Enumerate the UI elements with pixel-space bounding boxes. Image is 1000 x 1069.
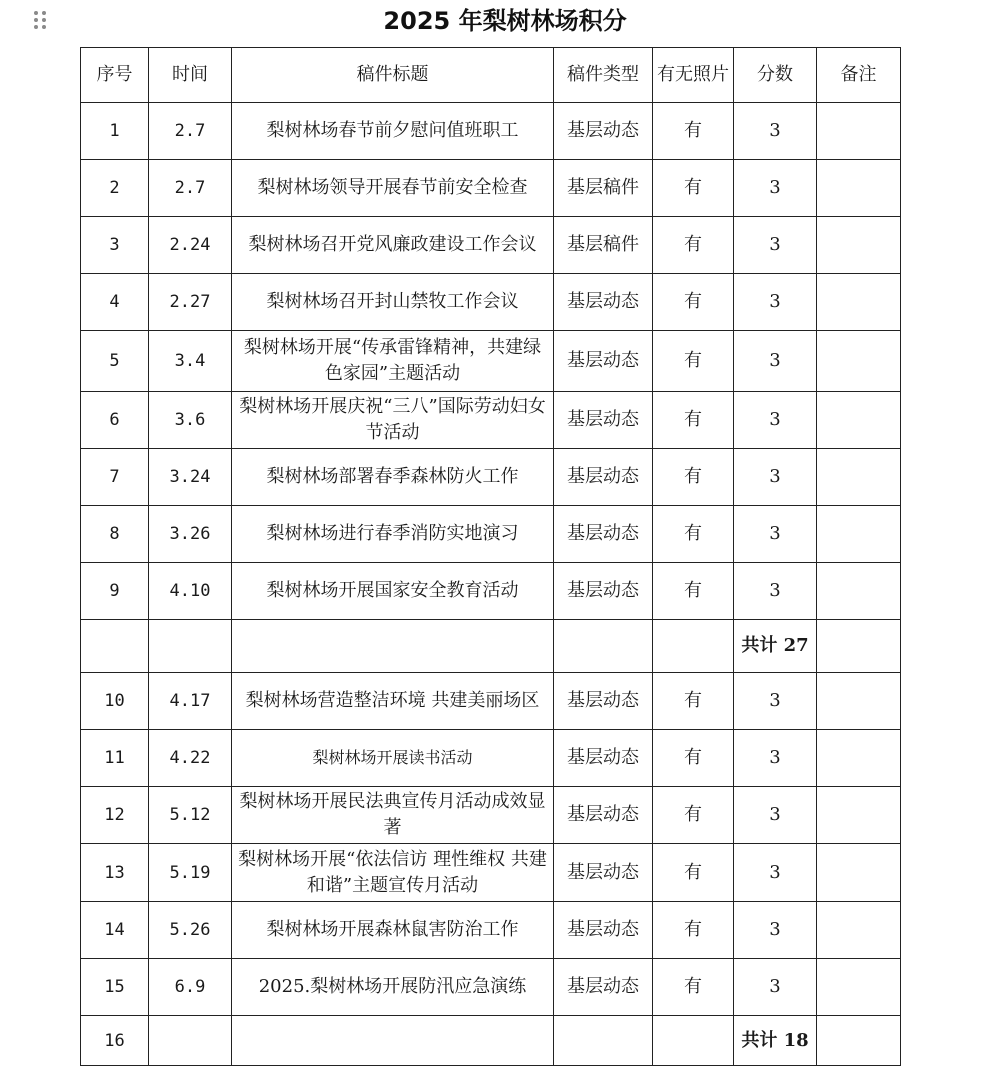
cell-time: 2.7 [149, 160, 232, 217]
cell-type: 基层动态 [554, 787, 653, 844]
cell-notes [817, 331, 901, 392]
cell-type: 基层稿件 [554, 217, 653, 274]
cell-photo [653, 1016, 734, 1066]
cell-headline: 2025.梨树林场开展防汛应急演练 [232, 959, 554, 1016]
cell-index: 4 [81, 274, 149, 331]
cell-headline: 梨树林场开展“传承雷锋精神，共建绿色家园”主题活动 [232, 331, 554, 392]
cell-index: 11 [81, 730, 149, 787]
table-row [81, 331, 901, 392]
cell-time: 3.6 [149, 392, 232, 449]
cell-photo: 有 [653, 730, 734, 787]
cell-index: 12 [81, 787, 149, 844]
cell-score: 3 [734, 274, 817, 331]
table-row [81, 787, 901, 844]
cell-index: 6 [81, 392, 149, 449]
cell-score: 3 [734, 673, 817, 730]
cell-photo: 有 [653, 160, 734, 217]
cell-time: 4.22 [149, 730, 232, 787]
table-row [81, 673, 901, 730]
table-body [81, 103, 901, 1066]
cell-notes [817, 274, 901, 331]
table-row [81, 959, 901, 1016]
cell-photo: 有 [653, 506, 734, 563]
cell-notes [817, 1016, 901, 1066]
table-row [81, 392, 901, 449]
cell-headline: 梨树林场开展国家安全教育活动 [232, 563, 554, 620]
header-index: 序号 [81, 48, 149, 103]
cell-time: 2.24 [149, 217, 232, 274]
cell-notes [817, 673, 901, 730]
cell-score: 3 [734, 392, 817, 449]
cell-time: 4.17 [149, 673, 232, 730]
cell-score: 3 [734, 787, 817, 844]
cell-type: 基层动态 [554, 673, 653, 730]
table-row [81, 103, 901, 160]
cell-type: 基层动态 [554, 959, 653, 1016]
cell-notes [817, 217, 901, 274]
table-row [81, 563, 901, 620]
cell-time: 3.4 [149, 331, 232, 392]
cell-time: 5.12 [149, 787, 232, 844]
cell-notes [817, 844, 901, 902]
cell-headline: 梨树林场进行春季消防实地演习 [232, 506, 554, 563]
cell-score: 3 [734, 563, 817, 620]
cell-time: 5.19 [149, 844, 232, 902]
table-row [81, 274, 901, 331]
score-table [80, 47, 901, 1066]
cell-score: 3 [734, 160, 817, 217]
cell-photo: 有 [653, 787, 734, 844]
cell-type: 基层动态 [554, 103, 653, 160]
cell-notes [817, 730, 901, 787]
cell-index: 7 [81, 449, 149, 506]
cell-photo: 有 [653, 331, 734, 392]
cell-type: 基层动态 [554, 730, 653, 787]
cell-index: 14 [81, 902, 149, 959]
header-notes: 备注 [817, 48, 901, 103]
cell-type: 基层动态 [554, 902, 653, 959]
cell-time: 5.26 [149, 902, 232, 959]
cell-score: 3 [734, 506, 817, 563]
cell-photo: 有 [653, 673, 734, 730]
cell-notes [817, 160, 901, 217]
table-row [81, 730, 901, 787]
cell-headline: 梨树林场开展森林鼠害防治工作 [232, 902, 554, 959]
cell-time: 3.24 [149, 449, 232, 506]
cell-time: 2.7 [149, 103, 232, 160]
cell-index: 13 [81, 844, 149, 902]
cell-notes [817, 959, 901, 1016]
table-header-row [81, 48, 901, 103]
cell-time [149, 620, 232, 673]
cell-index: 9 [81, 563, 149, 620]
cell-photo: 有 [653, 959, 734, 1016]
cell-score: 3 [734, 331, 817, 392]
cell-notes [817, 563, 901, 620]
cell-index [81, 620, 149, 673]
cell-type: 基层动态 [554, 563, 653, 620]
page-title: 2025 年梨树林场积分 [383, 7, 627, 35]
header-time: 时间 [149, 48, 232, 103]
cell-photo: 有 [653, 103, 734, 160]
table-row [81, 902, 901, 959]
header-score: 分数 [734, 48, 817, 103]
cell-index: 8 [81, 506, 149, 563]
cell-type: 基层动态 [554, 449, 653, 506]
cell-type: 基层动态 [554, 844, 653, 902]
cell-notes [817, 787, 901, 844]
cell-notes [817, 449, 901, 506]
cell-photo: 有 [653, 563, 734, 620]
cell-score: 共计 18 [734, 1016, 817, 1066]
cell-headline: 梨树林场部署春季森林防火工作 [232, 449, 554, 506]
cell-type: 基层动态 [554, 392, 653, 449]
cell-index: 2 [81, 160, 149, 217]
table-row [81, 160, 901, 217]
cell-type: 基层稿件 [554, 160, 653, 217]
cell-notes [817, 103, 901, 160]
cell-type [554, 620, 653, 673]
cell-score: 3 [734, 844, 817, 902]
cell-headline: 梨树林场开展读书活动 [232, 730, 554, 787]
cell-photo: 有 [653, 392, 734, 449]
cell-photo: 有 [653, 902, 734, 959]
cell-notes [817, 392, 901, 449]
cell-photo [653, 620, 734, 673]
cell-headline [232, 1016, 554, 1066]
header-headline: 稿件标题 [232, 48, 554, 103]
table-row [81, 217, 901, 274]
cell-score: 3 [734, 449, 817, 506]
cell-photo: 有 [653, 217, 734, 274]
cell-index: 3 [81, 217, 149, 274]
cell-notes [817, 620, 901, 673]
cell-notes [817, 902, 901, 959]
cell-photo: 有 [653, 844, 734, 902]
cell-time: 2.27 [149, 274, 232, 331]
table-row [81, 620, 901, 673]
cell-score: 3 [734, 730, 817, 787]
cell-score: 3 [734, 902, 817, 959]
cell-type [554, 1016, 653, 1066]
cell-index: 1 [81, 103, 149, 160]
cell-headline: 梨树林场开展民法典宣传月活动成效显著 [232, 787, 554, 844]
cell-headline: 梨树林场春节前夕慰问值班职工 [232, 103, 554, 160]
cell-time [149, 1016, 232, 1066]
header-photo: 有无照片 [653, 48, 734, 103]
cell-headline: 梨树林场开展庆祝“三八”国际劳动妇女节活动 [232, 392, 554, 449]
cell-index: 10 [81, 673, 149, 730]
table-row [81, 449, 901, 506]
cell-index: 16 [81, 1016, 149, 1066]
cell-type: 基层动态 [554, 331, 653, 392]
cell-score: 3 [734, 103, 817, 160]
cell-headline [232, 620, 554, 673]
table-row [81, 506, 901, 563]
cell-type: 基层动态 [554, 506, 653, 563]
cell-headline: 梨树林场召开党风廉政建设工作会议 [232, 217, 554, 274]
cell-score: 3 [734, 217, 817, 274]
cell-index: 5 [81, 331, 149, 392]
cell-headline: 梨树林场开展“依法信访 理性维权 共建和谐”主题宣传月活动 [232, 844, 554, 902]
cell-headline: 梨树林场召开封山禁牧工作会议 [232, 274, 554, 331]
cell-index: 15 [81, 959, 149, 1016]
cell-time: 3.26 [149, 506, 232, 563]
table-row [81, 1016, 901, 1066]
header-type: 稿件类型 [554, 48, 653, 103]
cell-photo: 有 [653, 274, 734, 331]
cell-headline: 梨树林场领导开展春节前安全检查 [232, 160, 554, 217]
cell-score: 共计 27 [734, 620, 817, 673]
cell-score: 3 [734, 959, 817, 1016]
cell-time: 4.10 [149, 563, 232, 620]
cell-type: 基层动态 [554, 274, 653, 331]
cell-headline: 梨树林场营造整洁环境 共建美丽场区 [232, 673, 554, 730]
cell-photo: 有 [653, 449, 734, 506]
cell-notes [817, 506, 901, 563]
table-row [81, 844, 901, 902]
cell-time: 6.9 [149, 959, 232, 1016]
